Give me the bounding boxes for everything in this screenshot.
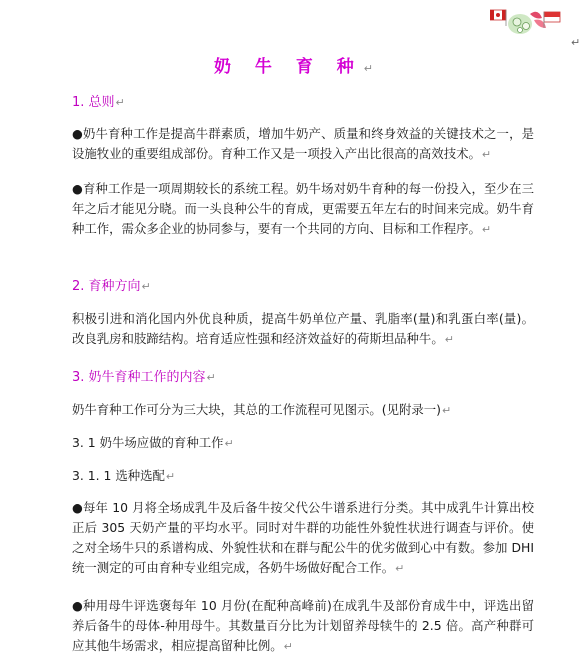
paragraph-text: ●奶牛育种工作是提高牛群素质，增加牛奶产、质量和终身效益的关键技术之一，是设施牧业的重要组成部份。育种工作又是一项投入产出比很高的高效技术。 — [72, 126, 534, 161]
subheading-text: 3. 1 奶牛场应做的育种工作 — [72, 435, 224, 450]
paragraph-text: ●种用母牛评选褒每年 10 月份(在配种高峰前)在成乳牛及部份育成牛中，评选出留养后备牛的母体-种用母牛。其数量百分比为计划留养母犊牛的 2.5 倍。高产种群可应其他牛场需求，相应提高留种比例。 — [72, 598, 534, 653]
paragraph-1-1 — [72, 124, 534, 165]
paragraph-mark-icon: ↵ — [363, 62, 373, 75]
paragraph-text: ●育种工作是一项周期较长的系统工程。奶牛场对奶牛育种的每一份投入，至少在三年之后才能见分晓。而一头良种公牛的育成，更需要五年左右的时间来完成。奶牛育种工作，需众多企业的协同参与，要有一个共同的方向、目标和工作程序。 — [72, 181, 534, 236]
heading-text: 3. 奶牛育种工作的内容 — [72, 370, 206, 385]
paragraph-mark-icon: ↵ — [444, 333, 454, 346]
paragraph-mark-icon: ↵ — [481, 223, 492, 236]
paragraph-mark-icon: ↵ — [115, 96, 125, 109]
heading-text: 1. 总则 — [72, 95, 115, 110]
paragraph-1-2 — [72, 179, 534, 240]
paragraph-mark-icon: ↵ — [442, 404, 452, 417]
subheading-3-1-1 — [72, 466, 175, 484]
paragraph-3-1-1-a — [72, 498, 534, 579]
paragraph-mark-icon: ↵ — [224, 437, 234, 450]
section-heading-2 — [72, 275, 151, 294]
paragraph-text: 积极引进和消化国内外优良种质，提高牛奶单位产量、乳脂率(量)和乳蛋白率(量)。改良乳房和肢蹄结构。培育适应性强和经济效益好的荷斯坦品种牛。 — [72, 311, 534, 346]
flags-and-flowers-icon — [490, 4, 562, 38]
document-title — [0, 52, 587, 77]
paragraph-text: ●每年 10 月将全场成乳牛及后备牛按父代公牛谱系进行分类。其中成乳牛计算出校正后 305 天奶产量的平均水平。同时对牛群的功能性外貌性状进行调查与评价。使之对全场牛只的系谱构成、外貌性状和在群与配公牛的优劣做到心中有数。参加 DHI 统一测定的可由育种专业组完成，各奶牛场做好配合工作。 — [72, 500, 534, 575]
paragraph-text: 奶牛育种工作可分为三大块，其总的工作流程可见图示。(见附录一) — [72, 402, 441, 417]
paragraph-mark-icon: ↵ — [165, 470, 176, 483]
paragraph-mark-icon: ↵ — [481, 148, 492, 161]
subheading-text: 3. 1. 1 选种选配 — [72, 468, 165, 483]
section-heading-3 — [72, 366, 216, 385]
paragraph-mark-icon: ↵ — [571, 36, 581, 49]
paragraph-mark-icon: ↵ — [206, 371, 216, 384]
section-heading-1 — [72, 91, 125, 110]
paragraph-mark-icon: ↵ — [395, 562, 405, 575]
title-text: 奶 牛 育 种 — [214, 57, 363, 77]
paragraph-mark-icon: ↵ — [283, 640, 293, 653]
paragraph-2-1 — [72, 309, 534, 350]
paragraph-3-1-1-b — [72, 596, 534, 657]
subheading-3-1 — [72, 433, 234, 451]
paragraph-3-1 — [72, 400, 451, 418]
paragraph-mark-icon: ↵ — [141, 280, 151, 293]
heading-text: 2. 育种方向 — [72, 279, 141, 294]
